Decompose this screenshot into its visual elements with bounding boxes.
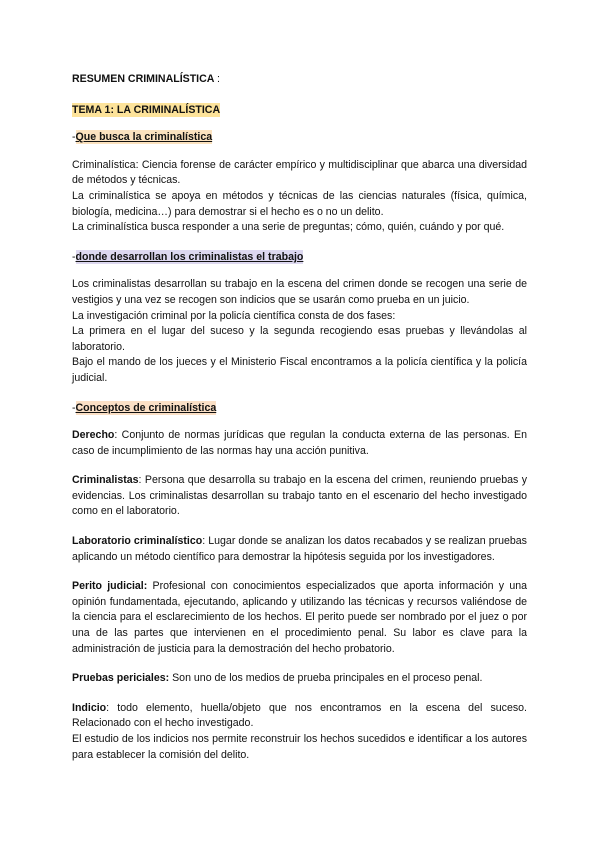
concept-laboratorio bbox=[72, 534, 527, 565]
concept-paragraph bbox=[72, 534, 527, 565]
tema-heading-text: TEMA 1: LA CRIMINALÍSTICA bbox=[72, 103, 221, 116]
concept-text: Conjunto de normas jurídicas que regulan la conducta externa de las personas. En caso de incumplimiento de las normas hay una acción punitiva. bbox=[72, 429, 527, 457]
document-title-text: RESUMEN CRIMINALÍSTICA bbox=[72, 73, 215, 85]
section-prefix: - bbox=[72, 250, 76, 263]
paragraph: Criminalística: Ciencia forense de carácter empírico y multidisciplinar que abarca una diversidad de métodos y técnicas. bbox=[72, 158, 527, 187]
concept-separator: : bbox=[138, 474, 142, 487]
paragraph: La primera en el lugar del suceso y la segunda recogiendo esas pruebas y llevándolas al laboratorio. bbox=[72, 325, 527, 353]
section-prefix: - bbox=[72, 401, 76, 414]
concept-term: Pruebas periciales: bbox=[72, 672, 170, 685]
paragraph: La criminalística se apoya en métodos y técnicas de las ciencias naturales (física, química, biología, medicina…) para demostrar si el hecho es o no un delito. bbox=[72, 189, 527, 218]
section-body-donde-desarrollan bbox=[72, 277, 527, 386]
concept-term: Derecho bbox=[72, 429, 115, 442]
concept-extra-paragraph: El estudio de los indicios nos permite reconstruir los hechos sucedidos e identificar a los autores para establecer la comisión del delito. bbox=[72, 733, 527, 761]
concept-separator: : bbox=[106, 701, 110, 714]
concept-separator: : bbox=[202, 535, 206, 548]
section-heading-text: donde desarrollan los criminalistas el trabajo bbox=[75, 250, 304, 263]
concept-term: Criminalistas bbox=[72, 474, 139, 487]
section-body-que-busca bbox=[72, 158, 527, 236]
section-heading-text: Conceptos de criminalística bbox=[75, 401, 217, 414]
concept-text: Persona que desarrolla su trabajo en la escena del crimen, reuniendo pruebas y evidencias. Los criminalistas desarrollan su trabajo tanto en el escenario del hecho investigado como en el laboratorio. bbox=[72, 474, 527, 518]
concept-derecho bbox=[72, 428, 527, 459]
concept-pruebas-periciales bbox=[72, 671, 527, 687]
section-heading-donde-desarrollan bbox=[72, 250, 527, 266]
document-title-suffix: : bbox=[217, 73, 220, 85]
paragraph: Bajo el mando de los jueces y el Ministerio Fiscal encontramos a la policía científica y la policía judicial. bbox=[72, 356, 527, 384]
section-heading-que-busca bbox=[72, 130, 527, 146]
concept-text: todo elemento, huella/objeto que nos encontramos en la escena del suceso. Relacionado con el hecho investigado. bbox=[72, 701, 527, 730]
concept-paragraph bbox=[72, 701, 527, 732]
concept-paragraph bbox=[72, 579, 527, 657]
paragraph: La investigación criminal por la policía científica consta de dos fases: bbox=[72, 309, 396, 322]
concept-text: Profesional con conocimientos especializados que aporta información y una opinión fundamentada, ejecutando, aplicando y utilizando las técnicas y recursos valiéndose de la ciencia para el esclarecimiento de los hechos. El perito puede ser nombrado por el juez o por una de las partes que intervienen en el procedimiento penal. Su labor es clave para la administración de justicia para la demostración del hecho probatorio. bbox=[72, 580, 527, 655]
paragraph: Los criminalistas desarrollan su trabajo en la escena del crimen donde se recogen una serie de vestigios y una vez se recogen son indicios que se usarán como prueba en un juicio. bbox=[72, 278, 527, 306]
concept-term: Indicio bbox=[72, 701, 107, 714]
section-heading-conceptos bbox=[72, 401, 527, 417]
concept-indicio bbox=[72, 701, 527, 763]
concept-perito-judicial bbox=[72, 579, 527, 657]
section-prefix: - bbox=[72, 131, 76, 144]
concept-paragraph bbox=[72, 473, 527, 520]
paragraph: La criminalística busca responder a una serie de preguntas; cómo, quién, cuándo y por qué. bbox=[72, 221, 505, 234]
concept-paragraph bbox=[72, 428, 527, 459]
concept-term: Laboratorio criminalístico bbox=[72, 535, 203, 548]
concept-term: Perito judicial: bbox=[72, 580, 148, 593]
concept-criminalistas bbox=[72, 473, 527, 520]
concept-paragraph bbox=[72, 671, 527, 687]
concept-text: Son uno de los medios de prueba principales en el proceso penal. bbox=[169, 672, 483, 685]
section-heading-text: Que busca la criminalística bbox=[75, 131, 213, 144]
document-title bbox=[72, 72, 527, 88]
concept-separator: : bbox=[114, 429, 118, 442]
concept-text: Lugar donde se analizan los datos recabados y se realizan pruebas aplicando un método científico para demostrar la hipótesis seguida por los investigadores. bbox=[72, 535, 527, 563]
tema-heading bbox=[72, 103, 527, 119]
document-body bbox=[72, 72, 527, 777]
